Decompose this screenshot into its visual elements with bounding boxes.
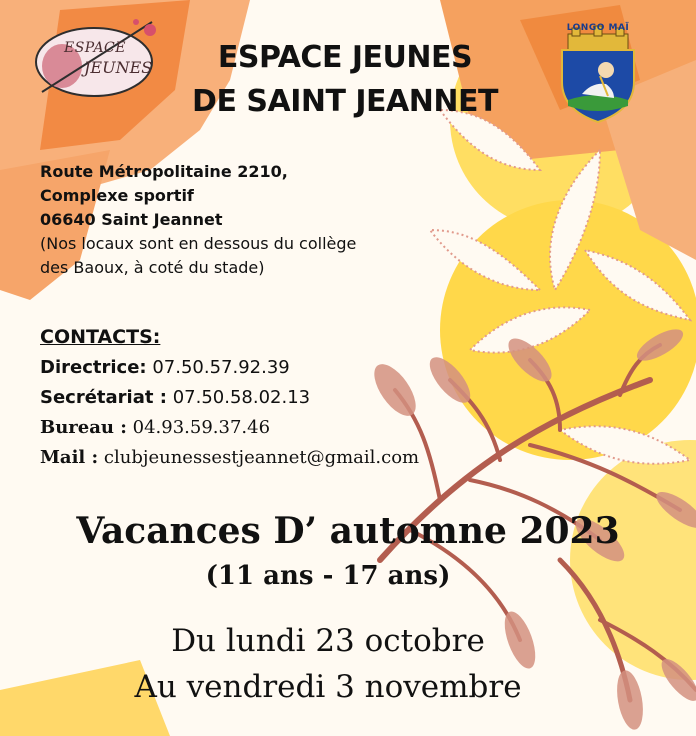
address-city: 06640 Saint Jeannet — [40, 210, 223, 229]
contact-office — [40, 413, 419, 443]
saint-jeannet-crest — [548, 20, 648, 124]
contacts-block — [40, 323, 419, 473]
secretariat-phone[interactable]: 07.50.58.02.13 — [172, 387, 311, 408]
event-dates — [0, 618, 656, 710]
address-note-1: (Nos locaux sont en dessous du collège — [40, 234, 357, 253]
mail-label: Mail : — [40, 447, 99, 468]
address-note-2: des Baoux, à coté du stade) — [40, 258, 265, 277]
director-label: Directrice: — [40, 357, 147, 378]
event-date-start: Du lundi 23 octobre — [171, 623, 485, 659]
page-title — [150, 36, 540, 124]
title-line-2: DE SAINT JEANNET — [192, 84, 498, 119]
contact-director — [40, 353, 419, 383]
secretariat-label: Secrétariat : — [40, 387, 167, 408]
contact-mail — [40, 443, 419, 473]
office-phone[interactable]: 04.93.59.37.46 — [132, 417, 271, 438]
mail-address[interactable]: clubjeunessestjeannet@gmail.com — [103, 447, 420, 468]
event-date-end: Au vendredi 3 novembre — [134, 669, 522, 705]
contacts-heading: CONTACTS: — [40, 326, 161, 348]
title-line-1: ESPACE JEUNES — [217, 40, 473, 75]
office-label: Bureau : — [40, 417, 127, 438]
logo-line-jeunes: JEUNES — [84, 58, 153, 77]
contact-secretariat — [40, 383, 419, 413]
event-ages: (11 ans - 17 ans) — [205, 561, 451, 591]
crest-motto: LONGO MAÏ — [566, 23, 630, 33]
address-block — [40, 160, 356, 280]
director-phone[interactable]: 07.50.57.92.39 — [152, 357, 290, 378]
address-complex: Complexe sportif — [40, 186, 194, 205]
address-street: Route Métropolitaine 2210, — [40, 162, 288, 181]
event-title: Vacances D’ automne 2023 — [76, 510, 620, 552]
logo-line-espace: ESPACE — [64, 40, 126, 56]
